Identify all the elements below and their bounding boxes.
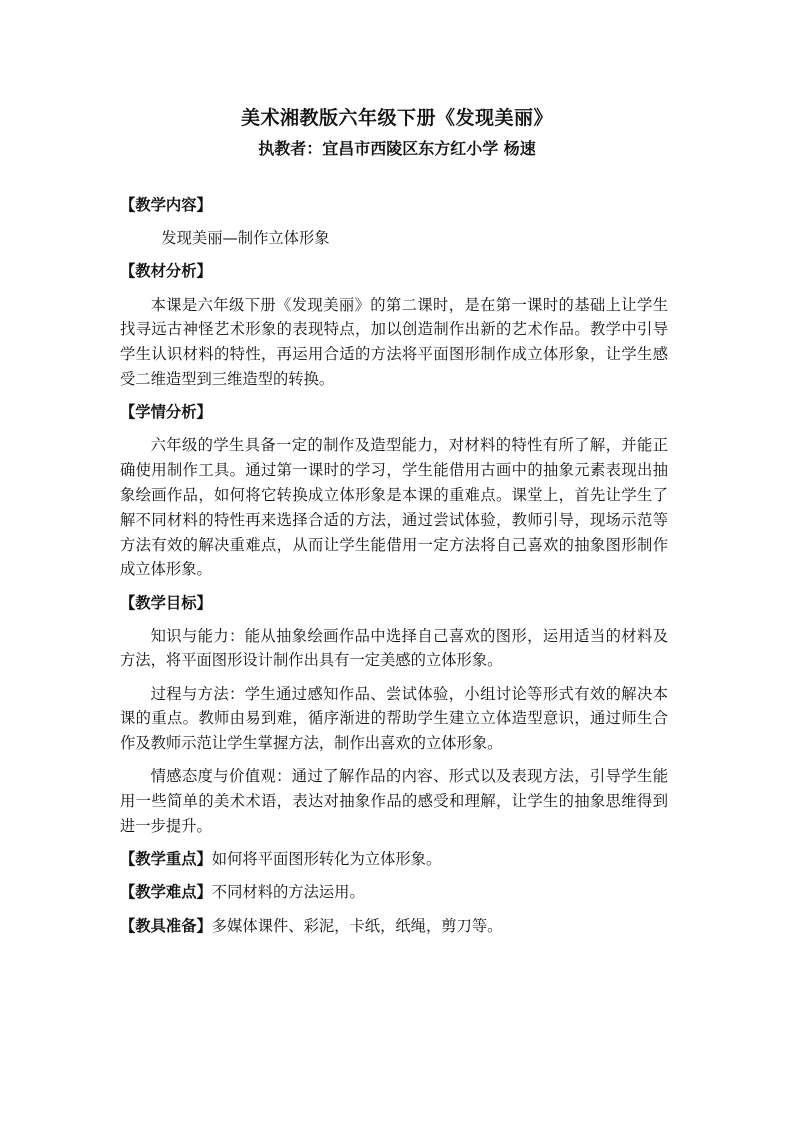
section-heading-key-point: 【教学重点】 xyxy=(120,850,212,869)
goal-emotion-values: 情感态度与价值观：通过了解作品的内容、形式以及表现方法，引导学生能用一些简单的美术术语，表达对抽象作品的感受和理解，让学生的抽象思维得到进一步提升。 xyxy=(120,767,668,836)
tools-row xyxy=(120,914,668,939)
goal-process-method: 过程与方法：学生通过感知作品、尝试体验，小组讨论等形式有效的解决本课的重点。教师由易到难，循序渐进的帮助学生建立立体造型意识，通过师生合作及教师示范让学生掌握方法，制作出喜欢的立体形象。 xyxy=(120,684,668,753)
tools-text: 多媒体课件、彩泥，卡纸，纸绳，剪刀等。 xyxy=(211,916,503,935)
section-heading-difficulty: 【教学难点】 xyxy=(120,883,212,902)
section-heading-teaching-goals: 【教学目标】 xyxy=(120,593,212,612)
difficulty-row xyxy=(120,880,668,905)
section-heading-material-analysis: 【教材分析】 xyxy=(120,262,212,281)
goal-knowledge-ability: 知识与能力：能从抽象绘画作品中选择自己喜欢的图形，运用适当的材料及方法，将平面图形设计制作出具有一定美感的立体形象。 xyxy=(120,626,668,670)
material-analysis-text: 本课是六年级下册《发现美丽》的第二课时，是在第一课时的基础上让学生找寻远古神怪艺术形象的表现特点，加以创造制作出新的艺术作品。教学中引导学生认识材料的特性，再运用合适的方法将平面图形制作成立体形象，让学生感受二维造型到三维造型的转换。 xyxy=(120,295,668,388)
section-heading-student-analysis: 【学情分析】 xyxy=(120,403,212,422)
document-title: 美术湘教版六年级下册《发现美丽》 xyxy=(240,107,553,129)
section-heading-teaching-content: 【教学内容】 xyxy=(120,196,212,214)
document-body xyxy=(120,193,668,947)
key-point-text: 如何将平面图形转化为立体形象。 xyxy=(211,850,442,869)
difficulty-text: 不同材料的方法运用。 xyxy=(211,883,365,902)
key-point-row xyxy=(120,847,668,872)
author-line: 执教者：宜昌市西陵区东方红小学 杨速 xyxy=(258,139,536,158)
student-analysis-text: 六年级的学生具备一定的制作及造型能力，对材料的特性有所了解，并能正确使用制作工具。通过第一课时的学习，学生能借用古画中的抽象元素表现出抽象绘画作品，如何将它转换成立体形象是本课的重难点。课堂上，首先让学生了解不同材料的特性再来选择合适的方法，通过尝试体验，教师引导，现场示范等方法有效的解决重难点，从而让学生能借用一定方法将自己喜欢的抽象图形制作成立体形象。 xyxy=(120,436,668,579)
section-heading-tools: 【教具准备】 xyxy=(120,916,212,935)
teaching-content-text: 发现美丽—制作立体形象 xyxy=(161,229,330,248)
